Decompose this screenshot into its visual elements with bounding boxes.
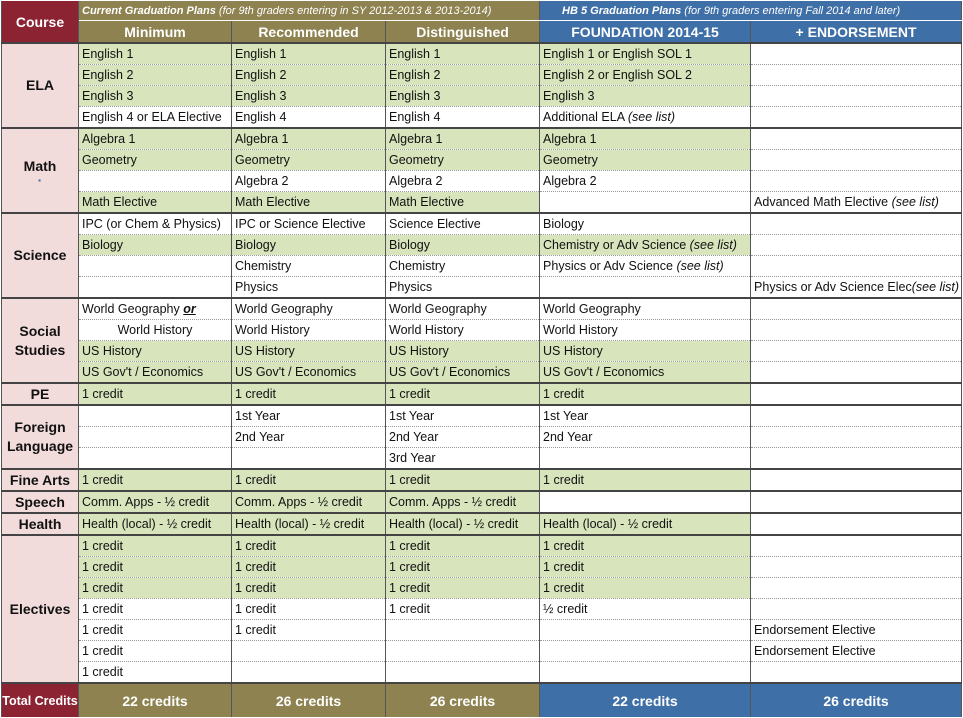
total-minimum: 22 credits bbox=[79, 683, 232, 717]
cell: Comm. Apps - ½ credit bbox=[79, 491, 232, 513]
table-row bbox=[2, 578, 962, 599]
cell: 1st Year bbox=[232, 405, 386, 427]
cell: 1 credit bbox=[232, 557, 386, 578]
cell: US History bbox=[232, 341, 386, 362]
cell: 1 credit bbox=[79, 641, 232, 662]
cell: World Geography bbox=[386, 298, 540, 320]
cell bbox=[386, 662, 540, 684]
cell: Advanced Math Elective (see list) bbox=[751, 192, 962, 214]
cell: English 1 bbox=[386, 43, 540, 65]
table-row bbox=[2, 43, 962, 65]
cell bbox=[540, 192, 751, 214]
cell: 1 credit bbox=[386, 557, 540, 578]
cell: 1 credit bbox=[540, 383, 751, 405]
cell: 1st Year bbox=[386, 405, 540, 427]
cell: Chemistry or Adv Science (see list) bbox=[540, 235, 751, 256]
cell bbox=[751, 383, 962, 405]
cell: English 4 bbox=[232, 107, 386, 129]
cell bbox=[751, 491, 962, 513]
course-label-electives: Electives bbox=[2, 535, 79, 683]
cell: Biology bbox=[386, 235, 540, 256]
cell bbox=[751, 599, 962, 620]
cell: Geometry bbox=[232, 150, 386, 171]
cell: English 1 bbox=[79, 43, 232, 65]
cell: Physics or Adv Science (see list) bbox=[540, 256, 751, 277]
cell bbox=[386, 620, 540, 641]
cell: Physics or Adv Science Elec(see list) bbox=[751, 277, 962, 299]
cell bbox=[751, 320, 962, 341]
cell: Biology bbox=[232, 235, 386, 256]
table-row bbox=[2, 405, 962, 427]
course-label-social-studies: Social Studies bbox=[2, 298, 79, 383]
cell: Algebra 2 bbox=[386, 171, 540, 192]
dot-mark: · bbox=[37, 172, 43, 188]
cell bbox=[751, 362, 962, 384]
cell: Math Elective bbox=[232, 192, 386, 214]
cell: 1 credit bbox=[79, 578, 232, 599]
hb5-plans-header: HB 5 Graduation Plans (for 9th graders entering Fall 2014 and later) bbox=[540, 1, 962, 21]
cell: Geometry bbox=[540, 150, 751, 171]
cell bbox=[79, 256, 232, 277]
cell bbox=[751, 298, 962, 320]
cell bbox=[540, 448, 751, 470]
cell: 1 credit bbox=[232, 469, 386, 491]
cell: 1 credit bbox=[232, 599, 386, 620]
total-distinguished: 26 credits bbox=[386, 683, 540, 717]
cell: US Gov't / Economics bbox=[386, 362, 540, 384]
cell bbox=[751, 341, 962, 362]
cell: English 2 or English SOL 2 bbox=[540, 65, 751, 86]
cell bbox=[79, 427, 232, 448]
graduation-plans-table bbox=[1, 1, 962, 717]
cell bbox=[232, 641, 386, 662]
cell: US Gov't / Economics bbox=[540, 362, 751, 384]
cell: 1 credit bbox=[79, 599, 232, 620]
table-row bbox=[2, 535, 962, 557]
cell bbox=[751, 65, 962, 86]
cell bbox=[751, 128, 962, 150]
cell: ½ credit bbox=[540, 599, 751, 620]
cell: 1 credit bbox=[79, 620, 232, 641]
cell: English 2 bbox=[79, 65, 232, 86]
cell: English 1 or English SOL 1 bbox=[540, 43, 751, 65]
cell: 1 credit bbox=[79, 383, 232, 405]
cell: Comm. Apps - ½ credit bbox=[232, 491, 386, 513]
cell: 1 credit bbox=[540, 578, 751, 599]
cell: 1 credit bbox=[386, 469, 540, 491]
cell bbox=[79, 448, 232, 470]
cell: World History bbox=[79, 320, 232, 341]
current-plans-header: Current Graduation Plans (for 9th graders entering in SY 2012-2013 & 2013-2014) bbox=[79, 1, 540, 21]
cell: English 3 bbox=[386, 86, 540, 107]
cell bbox=[751, 256, 962, 277]
course-label-health: Health bbox=[2, 513, 79, 535]
table-row bbox=[2, 662, 962, 684]
cell bbox=[751, 150, 962, 171]
cell: 1 credit bbox=[386, 578, 540, 599]
cell: Algebra 2 bbox=[232, 171, 386, 192]
cell: 3rd Year bbox=[386, 448, 540, 470]
cell: 1 credit bbox=[232, 535, 386, 557]
cell: 1 credit bbox=[386, 383, 540, 405]
cell: Physics bbox=[386, 277, 540, 299]
cell: World Geography bbox=[540, 298, 751, 320]
cell: World Geography bbox=[232, 298, 386, 320]
cell: World History bbox=[232, 320, 386, 341]
table-row bbox=[2, 150, 962, 171]
cell: English 2 bbox=[386, 65, 540, 86]
cell: 1 credit bbox=[232, 578, 386, 599]
table-row bbox=[2, 427, 962, 448]
cell: US History bbox=[540, 341, 751, 362]
course-label-speech: Speech bbox=[2, 491, 79, 513]
total-credits-row bbox=[2, 683, 962, 717]
table-row bbox=[2, 192, 962, 214]
cell bbox=[751, 535, 962, 557]
column-header-foundation: FOUNDATION 2014-15 bbox=[540, 21, 751, 44]
course-label-math: Math · bbox=[2, 128, 79, 213]
cell: 1 credit bbox=[540, 557, 751, 578]
header-row-plans bbox=[2, 1, 962, 21]
table-row bbox=[2, 362, 962, 384]
cell bbox=[751, 86, 962, 107]
cell: English 1 bbox=[232, 43, 386, 65]
cell: US Gov't / Economics bbox=[79, 362, 232, 384]
cell bbox=[540, 662, 751, 684]
cell: IPC (or Chem & Physics) bbox=[79, 213, 232, 235]
total-endorsement: 26 credits bbox=[751, 683, 962, 717]
table-row bbox=[2, 86, 962, 107]
cell: English 3 bbox=[540, 86, 751, 107]
cell: Biology bbox=[540, 213, 751, 235]
table-row bbox=[2, 448, 962, 470]
table-row bbox=[2, 599, 962, 620]
cell: Endorsement Elective bbox=[751, 620, 962, 641]
cell bbox=[751, 235, 962, 256]
cell: 1 credit bbox=[232, 620, 386, 641]
cell: Geometry bbox=[79, 150, 232, 171]
cell: IPC or Science Elective bbox=[232, 213, 386, 235]
table-row bbox=[2, 513, 962, 535]
table-row bbox=[2, 383, 962, 405]
table-row bbox=[2, 491, 962, 513]
cell: Biology bbox=[79, 235, 232, 256]
cell bbox=[751, 213, 962, 235]
cell: 1st Year bbox=[540, 405, 751, 427]
cell: US Gov't / Economics bbox=[232, 362, 386, 384]
column-header-recommended: Recommended bbox=[232, 21, 386, 44]
cell bbox=[79, 171, 232, 192]
cell: Algebra 1 bbox=[386, 128, 540, 150]
course-label-science: Science bbox=[2, 213, 79, 298]
cell bbox=[751, 43, 962, 65]
cell: English 3 bbox=[232, 86, 386, 107]
cell: 1 credit bbox=[79, 662, 232, 684]
table-row bbox=[2, 469, 962, 491]
column-header-distinguished: Distinguished bbox=[386, 21, 540, 44]
cell: Health (local) - ½ credit bbox=[386, 513, 540, 535]
total-foundation: 22 credits bbox=[540, 683, 751, 717]
cell: World History bbox=[540, 320, 751, 341]
cell bbox=[540, 491, 751, 513]
cell bbox=[540, 277, 751, 299]
cell: English 3 bbox=[79, 86, 232, 107]
cell: Algebra 2 bbox=[540, 171, 751, 192]
cell: 2nd Year bbox=[386, 427, 540, 448]
table-row bbox=[2, 128, 962, 150]
total-recommended: 26 credits bbox=[232, 683, 386, 717]
cell bbox=[751, 557, 962, 578]
cell: 2nd Year bbox=[232, 427, 386, 448]
cell bbox=[79, 405, 232, 427]
cell: Algebra 1 bbox=[540, 128, 751, 150]
cell: Endorsement Elective bbox=[751, 641, 962, 662]
table-row bbox=[2, 171, 962, 192]
cell bbox=[751, 405, 962, 427]
course-label-pe: PE bbox=[2, 383, 79, 405]
cell: Algebra 1 bbox=[232, 128, 386, 150]
cell: Geometry bbox=[386, 150, 540, 171]
cell bbox=[540, 620, 751, 641]
cell: English 4 bbox=[386, 107, 540, 129]
course-label-foreign-language: Foreign Language bbox=[2, 405, 79, 469]
cell: 1 credit bbox=[540, 469, 751, 491]
column-header-endorsement: + ENDORSEMENT bbox=[751, 21, 962, 44]
cell: US History bbox=[79, 341, 232, 362]
cell bbox=[751, 171, 962, 192]
cell bbox=[751, 427, 962, 448]
cell: 1 credit bbox=[386, 535, 540, 557]
cell: 1 credit bbox=[232, 383, 386, 405]
cell: World Geography or bbox=[79, 298, 232, 320]
cell: Algebra 1 bbox=[79, 128, 232, 150]
cell: Chemistry bbox=[232, 256, 386, 277]
cell: Science Elective bbox=[386, 213, 540, 235]
cell: English 4 or ELA Elective bbox=[79, 107, 232, 129]
column-header-minimum: Minimum bbox=[79, 21, 232, 44]
table-row bbox=[2, 235, 962, 256]
table-row bbox=[2, 277, 962, 299]
cell bbox=[751, 662, 962, 684]
header-row-columns bbox=[2, 21, 962, 44]
cell bbox=[540, 641, 751, 662]
cell: 1 credit bbox=[79, 469, 232, 491]
cell bbox=[751, 513, 962, 535]
table-row bbox=[2, 213, 962, 235]
total-credits-label: Total Credits bbox=[2, 683, 79, 717]
table-row bbox=[2, 256, 962, 277]
cell: Chemistry bbox=[386, 256, 540, 277]
table-row bbox=[2, 620, 962, 641]
cell: Health (local) - ½ credit bbox=[79, 513, 232, 535]
table-row bbox=[2, 298, 962, 320]
cell: World History bbox=[386, 320, 540, 341]
cell bbox=[751, 448, 962, 470]
cell bbox=[751, 578, 962, 599]
table-row bbox=[2, 65, 962, 86]
course-label-fine-arts: Fine Arts bbox=[2, 469, 79, 491]
cell: Health (local) - ½ credit bbox=[232, 513, 386, 535]
cell bbox=[751, 469, 962, 491]
table-row bbox=[2, 641, 962, 662]
cell: US History bbox=[386, 341, 540, 362]
course-label-ela: ELA bbox=[2, 43, 79, 128]
table-row bbox=[2, 107, 962, 129]
table-row bbox=[2, 341, 962, 362]
cell: Math Elective bbox=[79, 192, 232, 214]
cell: 1 credit bbox=[79, 557, 232, 578]
course-header: Course bbox=[2, 1, 79, 43]
cell: Health (local) - ½ credit bbox=[540, 513, 751, 535]
cell: Additional ELA (see list) bbox=[540, 107, 751, 129]
cell: 2nd Year bbox=[540, 427, 751, 448]
cell: English 2 bbox=[232, 65, 386, 86]
cell: 1 credit bbox=[386, 599, 540, 620]
cell: Physics bbox=[232, 277, 386, 299]
cell bbox=[232, 448, 386, 470]
cell: 1 credit bbox=[540, 535, 751, 557]
cell bbox=[79, 277, 232, 299]
cell: 1 credit bbox=[79, 535, 232, 557]
table-row bbox=[2, 557, 962, 578]
table-row bbox=[2, 320, 962, 341]
cell: Comm. Apps - ½ credit bbox=[386, 491, 540, 513]
cell: Math Elective bbox=[386, 192, 540, 214]
cell bbox=[232, 662, 386, 684]
cell bbox=[751, 107, 962, 129]
cell bbox=[386, 641, 540, 662]
